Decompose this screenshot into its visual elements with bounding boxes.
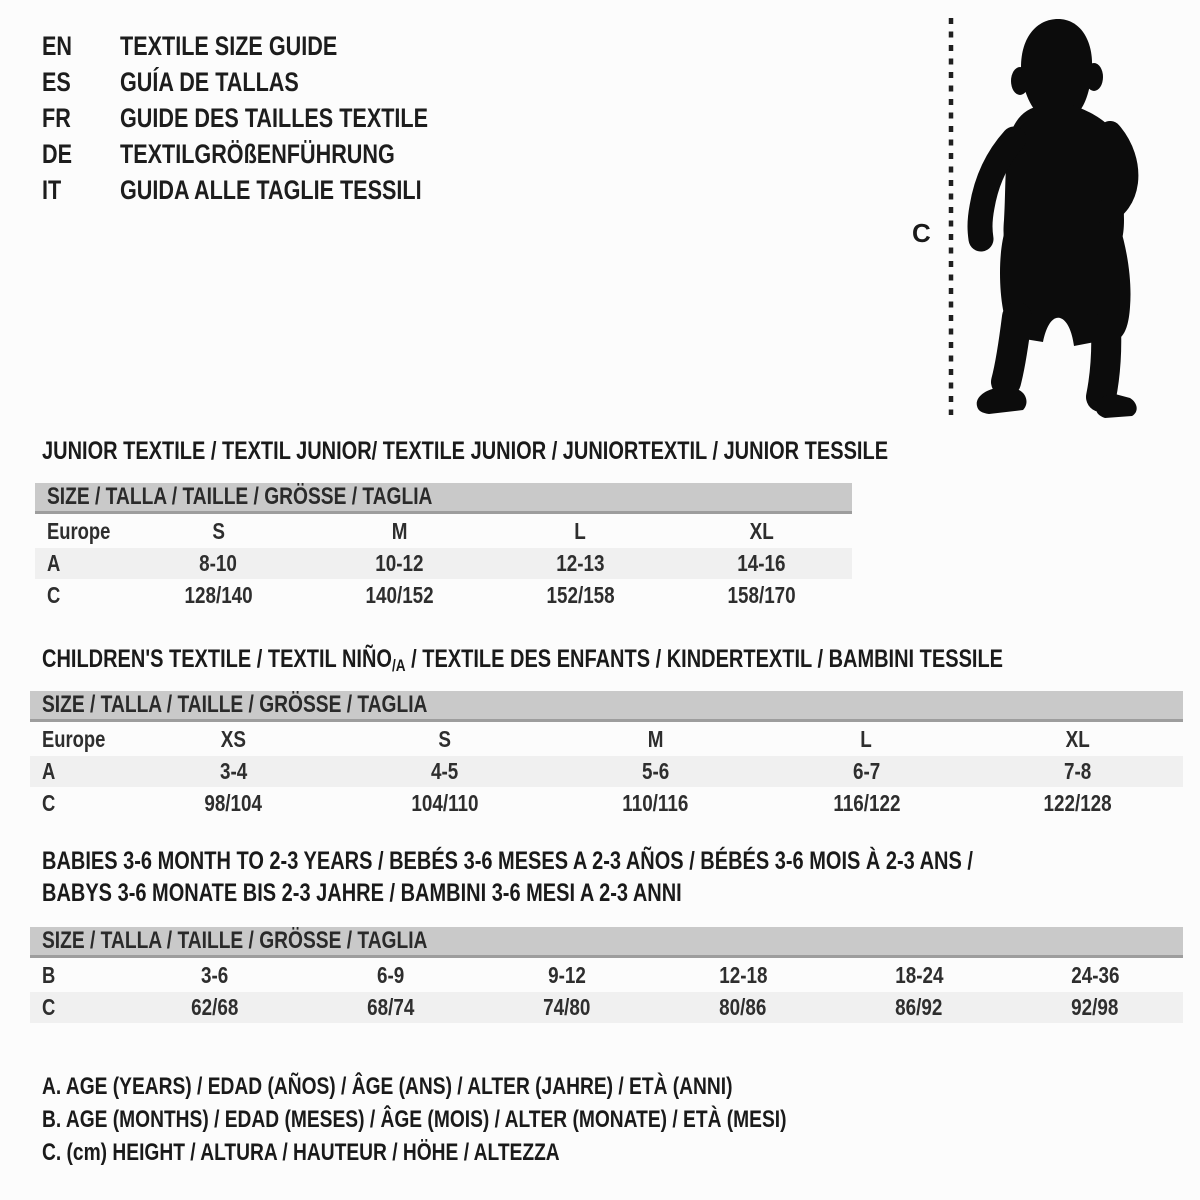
size-cell: S bbox=[438, 725, 451, 752]
table-row-height bbox=[30, 992, 1183, 1023]
months-cell: 24-36 bbox=[1070, 961, 1120, 988]
table-row-height bbox=[30, 787, 1183, 820]
babies-section-title-line1 bbox=[42, 846, 1200, 876]
row-label: B bbox=[42, 961, 56, 988]
babies-title-text-2: BABYS 3-6 MONATE BIS 2-3 JAHRE / BAMBINI 3-6 MESI A 2-3 ANNI bbox=[42, 879, 682, 907]
language-title-block bbox=[42, 28, 505, 208]
size-header-row bbox=[30, 927, 1183, 957]
age-cell: 12-13 bbox=[556, 550, 605, 576]
height-cell: 158/170 bbox=[727, 582, 796, 608]
months-cell: 12-18 bbox=[718, 961, 768, 988]
height-cell: 152/158 bbox=[546, 582, 615, 608]
table-row-age bbox=[35, 548, 852, 579]
lang-label: GUIDA ALLE TAGLIE TESSILI bbox=[120, 175, 422, 205]
lang-label: TEXTILGRÖßENFÜHRUNG bbox=[120, 139, 395, 169]
children-size-table bbox=[30, 691, 1183, 820]
legend-text-a: A. AGE (YEARS) / EDAD (AÑOS) / ÂGE (ANS) / ALTER (JAHRE) / ETÀ (ANNI) bbox=[42, 1073, 733, 1100]
lang-label: TEXTILE SIZE GUIDE bbox=[120, 31, 338, 61]
height-cell: 68/74 bbox=[367, 994, 415, 1020]
size-header-label: SIZE / TALLA / TAILLE / GRÖSSE / TAGLIA bbox=[47, 483, 433, 510]
age-cell: 4-5 bbox=[430, 758, 459, 784]
height-cell: 128/140 bbox=[184, 582, 253, 608]
lang-label: GUIDE DES TAILLES TEXTILE bbox=[120, 103, 429, 133]
table-row-height bbox=[35, 579, 852, 612]
lang-row-en bbox=[42, 28, 505, 64]
size-cell: XS bbox=[220, 725, 247, 752]
lang-code: EN bbox=[42, 31, 73, 61]
size-header-row bbox=[35, 483, 852, 513]
toddler-silhouette bbox=[977, 19, 1137, 418]
row-label: Europe bbox=[42, 725, 106, 752]
babies-section-title-line2 bbox=[42, 878, 842, 908]
lang-row-it bbox=[42, 172, 505, 208]
size-cell: S bbox=[212, 517, 225, 544]
height-cell: 74/80 bbox=[543, 994, 591, 1020]
months-cell: 9-12 bbox=[548, 961, 586, 988]
size-header-row bbox=[30, 691, 1183, 721]
lang-code: ES bbox=[42, 67, 71, 97]
babies-size-table bbox=[30, 927, 1183, 1023]
size-cell: L bbox=[574, 517, 587, 544]
table-row-europe bbox=[30, 721, 1183, 757]
junior-section-title bbox=[42, 436, 1100, 466]
size-cell: M bbox=[647, 725, 664, 752]
size-header-label: SIZE / TALLA / TAILLE / GRÖSSE / TAGLIA bbox=[42, 691, 428, 718]
row-label: Europe bbox=[47, 517, 111, 544]
legend-text-b: B. AGE (MONTHS) / EDAD (MESES) / ÂGE (MOIS) / ALTER (MONATE) / ETÀ (MESI) bbox=[42, 1106, 787, 1133]
row-label: A bbox=[47, 550, 61, 576]
lang-row-es bbox=[42, 64, 505, 100]
height-cell: 122/128 bbox=[1043, 790, 1112, 816]
height-cell: 98/104 bbox=[204, 790, 263, 816]
table-row-age bbox=[30, 756, 1183, 787]
size-cell: XL bbox=[1065, 725, 1090, 752]
height-measure-label: C bbox=[912, 218, 931, 248]
lang-row-fr bbox=[42, 100, 505, 136]
legend-text-c: C. (cm) HEIGHT / ALTURA / HAUTEUR / HÖHE / ALTEZZA bbox=[42, 1139, 560, 1166]
height-cell: 116/122 bbox=[832, 790, 901, 816]
size-cell: L bbox=[860, 725, 873, 752]
height-cell: 110/116 bbox=[622, 790, 689, 816]
lang-code: FR bbox=[42, 103, 71, 133]
lang-label: GUÍA DE TALLAS bbox=[120, 67, 299, 97]
height-cell: 92/98 bbox=[1071, 994, 1119, 1020]
height-cell: 80/86 bbox=[719, 994, 767, 1020]
months-cell: 3-6 bbox=[201, 961, 229, 988]
row-label: C bbox=[42, 790, 56, 816]
height-cell: 104/110 bbox=[410, 790, 479, 816]
lang-code: IT bbox=[42, 175, 62, 205]
row-label: C bbox=[42, 994, 56, 1020]
months-cell: 6-9 bbox=[377, 961, 405, 988]
size-header-label: SIZE / TALLA / TAILLE / GRÖSSE / TAGLIA bbox=[42, 927, 428, 954]
age-cell: 10-12 bbox=[375, 550, 424, 576]
row-label: C bbox=[47, 582, 61, 608]
age-cell: 7-8 bbox=[1063, 758, 1092, 784]
toddler-silhouette-figure bbox=[900, 15, 1160, 425]
legend-line-a bbox=[42, 1070, 973, 1103]
height-cell: 86/92 bbox=[895, 994, 943, 1020]
table-row-months bbox=[30, 957, 1183, 993]
lang-code: DE bbox=[42, 139, 73, 169]
children-title-text: CHILDREN'S TEXTILE / TEXTIL NIÑO/A / TEXTILE DES ENFANTS / KINDERTEXTIL / BAMBINI TESSILE bbox=[42, 645, 1004, 675]
babies-title-text-1: BABIES 3-6 MONTH TO 2-3 YEARS / BEBÉS 3-6 MESES A 2-3 AÑOS / BÉBÉS 3-6 MOIS À 2-3 ANS / bbox=[42, 847, 973, 875]
age-cell: 14-16 bbox=[737, 550, 786, 576]
age-cell: 8-10 bbox=[199, 550, 238, 576]
nino-a-subscript: /A bbox=[391, 656, 406, 675]
height-cell: 62/68 bbox=[191, 994, 239, 1020]
height-cell: 140/152 bbox=[365, 582, 434, 608]
months-cell: 18-24 bbox=[894, 961, 944, 988]
children-section-title bbox=[42, 644, 1200, 681]
age-cell: 3-4 bbox=[219, 758, 248, 784]
size-cell: M bbox=[391, 517, 408, 544]
legend-block bbox=[42, 1070, 973, 1169]
size-cell: XL bbox=[749, 517, 774, 544]
row-label: A bbox=[42, 758, 56, 784]
junior-size-table bbox=[35, 483, 852, 612]
junior-title-text: JUNIOR TEXTILE / TEXTIL JUNIOR/ TEXTILE JUNIOR / JUNIORTEXTIL / JUNIOR TESSILE bbox=[42, 437, 889, 465]
lang-row-de bbox=[42, 136, 505, 172]
legend-line-c bbox=[42, 1136, 973, 1169]
age-cell: 6-7 bbox=[852, 758, 881, 784]
table-row-europe bbox=[35, 513, 852, 549]
age-cell: 5-6 bbox=[641, 758, 670, 784]
legend-line-b bbox=[42, 1103, 973, 1136]
